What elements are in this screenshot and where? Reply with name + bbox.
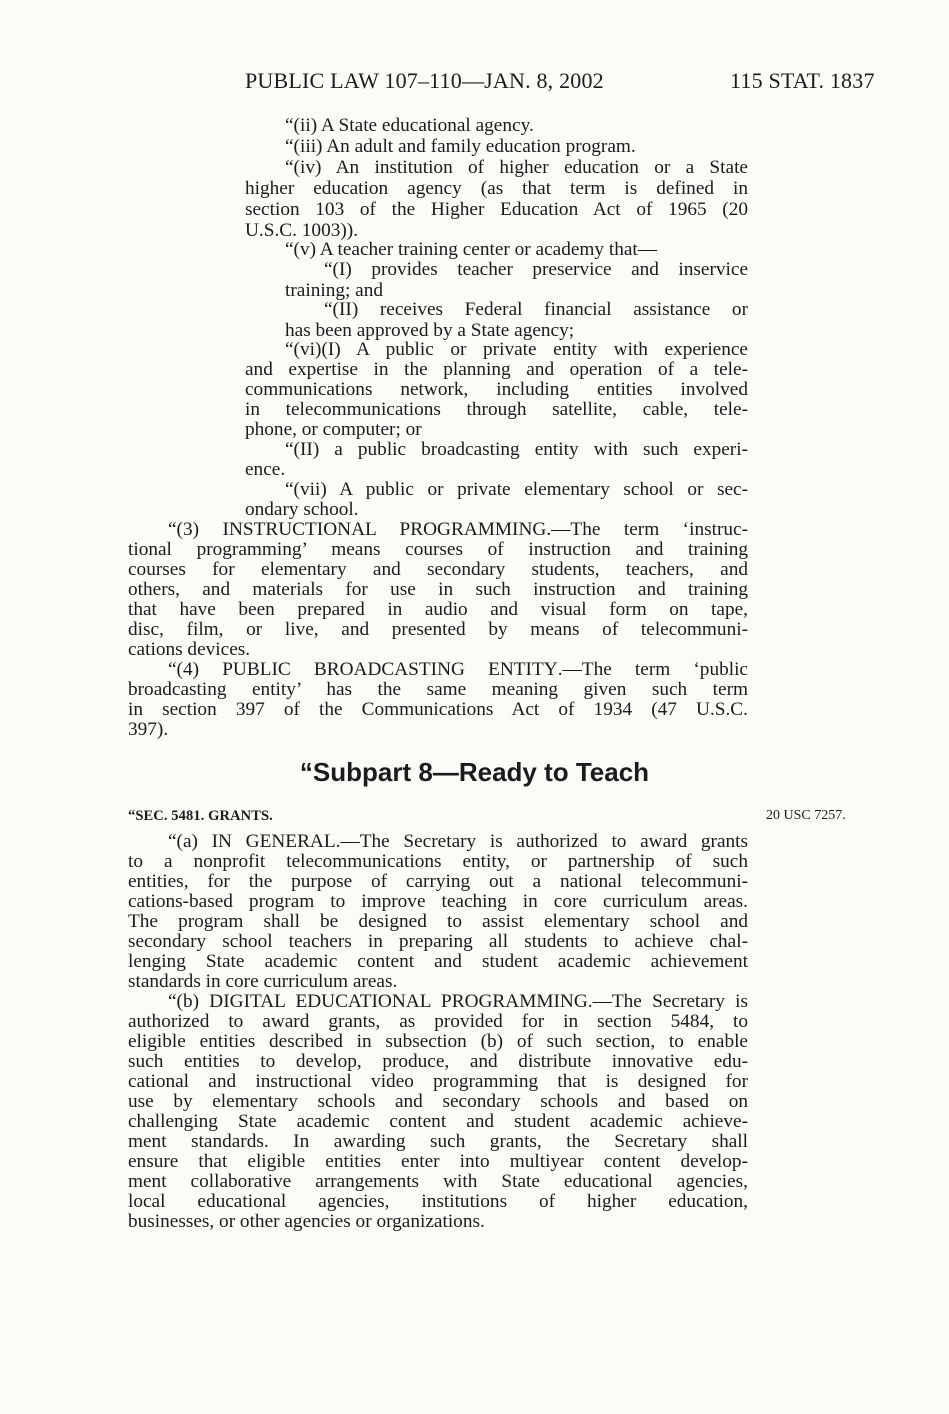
text-line: “(vii) A public or private elementary school or sec- <box>285 479 748 500</box>
text-line: ence. <box>245 459 286 480</box>
text-line: training; and <box>285 280 383 301</box>
text-line: cational and instructional video programming that is designed for <box>128 1071 748 1092</box>
running-header-public-law: PUBLIC LAW 107–110—JAN. 8, 2002 <box>245 68 604 93</box>
margin-citation: 20 USC 7257. <box>766 808 846 823</box>
text-line: authorized to award grants, as provided for in section 5484, to <box>128 1011 748 1032</box>
section-heading: “SEC. 5481. GRANTS. <box>128 808 273 824</box>
text-line: “(b) DIGITAL EDUCATIONAL PROGRAMMING.—The Secretary is <box>168 991 748 1012</box>
text-line: “(3) INSTRUCTIONAL PROGRAMMING.—The term ‘instruc- <box>168 519 748 540</box>
text-line: cations-based program to improve teaching in core curriculum areas. <box>128 891 748 912</box>
term-in-general: IN GENERAL <box>211 831 336 852</box>
text-line: courses for elementary and secondary students, teachers, and <box>128 559 748 580</box>
text-line: phone, or computer; or <box>245 419 422 440</box>
text-line: “(a) IN GENERAL.—The Secretary is authorized to award grants <box>168 831 749 852</box>
text-line: use by elementary schools and secondary schools and based on <box>128 1091 748 1112</box>
running-header-stat-page: 115 STAT. 1837 <box>730 68 875 93</box>
text-line: disc, film, or live, and presented by means of telecommuni- <box>128 619 748 640</box>
text-line: “(4) PUBLIC BROADCASTING ENTITY.—The term ‘public <box>168 659 748 680</box>
text-line: ment standards. In awarding such grants, the Secretary shall <box>128 1131 748 1152</box>
text-line: ment collaborative arrangements with State educational agencies, <box>128 1171 748 1192</box>
text-line: has been approved by a State agency; <box>285 320 575 341</box>
text-line: U.S.C. 1003)). <box>245 220 359 241</box>
text-line: to a nonprofit telecommunications entity, or partnership of such <box>128 851 748 872</box>
text-line: communications network, including entities involved <box>245 379 748 400</box>
text-line: ensure that eligible entities enter into multiyear content develop- <box>128 1151 748 1172</box>
text-line: higher education agency (as that term is defined in <box>245 178 748 199</box>
text-line: “(ii) A State educational agency. <box>285 115 534 136</box>
text-line: The program shall be designed to assist elementary school and <box>128 911 748 932</box>
text-line: “(I) provides teacher preservice and inservice <box>324 259 748 280</box>
text-line: ondary school. <box>245 499 359 520</box>
text-line: businesses, or other agencies or organizations. <box>128 1211 485 1232</box>
text-line: “(II) a public broadcasting entity with such experi- <box>285 439 748 460</box>
text-line: challenging State academic content and student academic achieve- <box>128 1111 748 1132</box>
text-line: eligible entities described in subsection (b) of such section, to enable <box>128 1031 748 1052</box>
text-line: “(vi)(I) A public or private entity with experience <box>285 339 748 360</box>
text-line: such entities to develop, produce, and distribute innovative edu- <box>128 1051 748 1072</box>
term-public-broadcasting-entity: PUBLIC BROADCASTING ENTITY <box>222 659 558 680</box>
text-line: standards in core curriculum areas. <box>128 971 398 992</box>
subpart-title: “Subpart 8—Ready to Teach <box>299 757 650 787</box>
text-line: section 103 of the Higher Education Act of 1965 (20 <box>245 199 748 220</box>
text-line: secondary school teachers in preparing all students to achieve chal- <box>128 931 748 952</box>
text-line: in telecommunications through satellite, cable, tele- <box>245 399 748 420</box>
text-line: “(v) A teacher training center or academy that— <box>285 239 658 260</box>
term-digital-educational-programming: DIGITAL EDUCATIONAL PROGRAMMING <box>209 991 588 1012</box>
text-line: entities, for the purpose of carrying out a national telecommuni- <box>128 871 748 892</box>
text-line: lenging State academic content and student academic achievement <box>128 951 748 972</box>
text-line: broadcasting entity’ has the same meaning given such term <box>128 679 748 700</box>
text-line: others, and materials for use in such instruction and training <box>128 579 748 600</box>
text-line: “(II) receives Federal financial assistance or <box>324 299 748 320</box>
text-line: local educational agencies, institutions of higher education, <box>128 1191 748 1212</box>
text-line: that have been prepared in audio and visual form on tape, <box>128 599 748 620</box>
text-line: 397). <box>128 719 169 740</box>
text-line: tional programming’ means courses of instruction and training <box>128 539 748 560</box>
term-instructional-programming: INSTRUCTIONAL PROGRAMMING <box>222 519 547 540</box>
text-line: “(iv) An institution of higher education or a State <box>285 157 748 178</box>
text-line: and expertise in the planning and operation of a tele- <box>245 359 748 380</box>
text-line: cations devices. <box>128 639 251 660</box>
text-line: “(iii) An adult and family education program. <box>285 136 636 157</box>
text-line: in section 397 of the Communications Act of 1934 (47 U.S.C. <box>128 699 748 720</box>
